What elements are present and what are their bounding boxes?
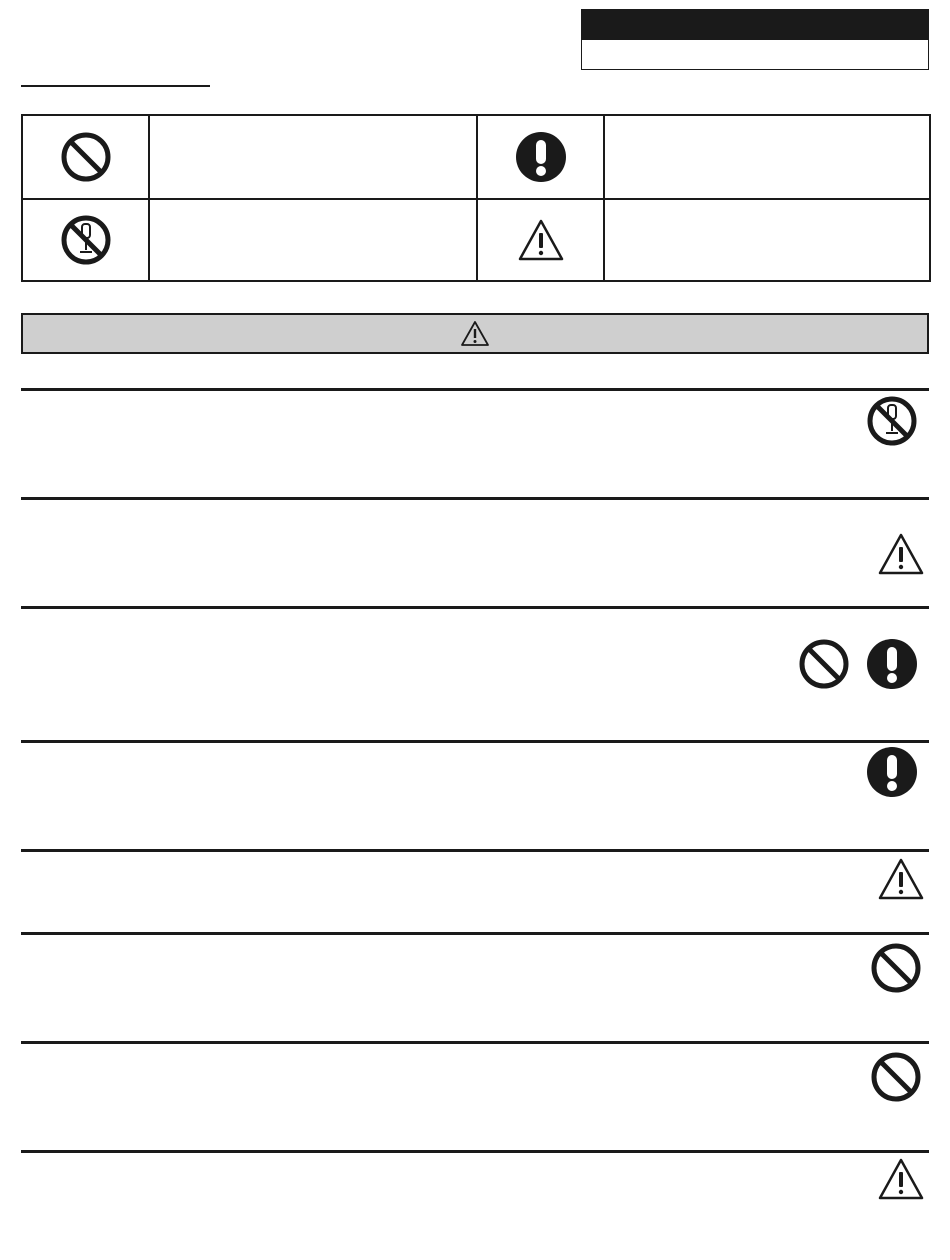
warning-banner xyxy=(21,313,929,354)
section-divider xyxy=(21,388,929,391)
legend-cell xyxy=(478,200,603,280)
section-icon xyxy=(877,532,925,576)
caution-triangle-icon xyxy=(877,857,925,901)
legend-cell xyxy=(23,200,148,280)
prohibited-icon xyxy=(870,942,922,994)
section-icon xyxy=(877,1157,925,1201)
section-divider xyxy=(21,932,929,935)
legend-divider xyxy=(23,198,929,200)
mandatory-action-icon xyxy=(515,131,567,183)
section-divider xyxy=(21,606,929,609)
caution-triangle-icon xyxy=(877,1157,925,1201)
section-icon xyxy=(870,1051,922,1103)
caution-triangle-icon xyxy=(877,532,925,576)
section-icon xyxy=(877,857,925,901)
header-field xyxy=(582,40,928,69)
section-icon xyxy=(870,942,922,994)
legend-cell xyxy=(23,116,148,198)
legend-cell xyxy=(478,116,603,198)
prohibited-icon xyxy=(870,1051,922,1103)
header-bar xyxy=(582,10,928,40)
header-box xyxy=(581,9,929,70)
section-divider xyxy=(21,1150,929,1153)
caution-triangle-icon xyxy=(460,320,490,347)
section-divider xyxy=(21,849,929,852)
mandatory-action-icon xyxy=(866,746,918,798)
symbol-legend-table xyxy=(21,114,931,282)
caution-triangle-icon xyxy=(517,218,565,262)
do-not-disassemble-icon xyxy=(60,214,112,266)
section-divider xyxy=(21,497,929,500)
mandatory-action-icon xyxy=(866,638,918,690)
section-icon xyxy=(798,638,850,690)
section-icon xyxy=(866,395,918,447)
section-icon xyxy=(866,746,918,798)
prohibited-icon xyxy=(798,638,850,690)
section-icon xyxy=(866,638,918,690)
section-divider xyxy=(21,1041,929,1044)
do-not-disassemble-icon xyxy=(866,395,918,447)
title-underline xyxy=(21,85,210,87)
section-divider xyxy=(21,740,929,743)
prohibited-icon xyxy=(60,131,112,183)
